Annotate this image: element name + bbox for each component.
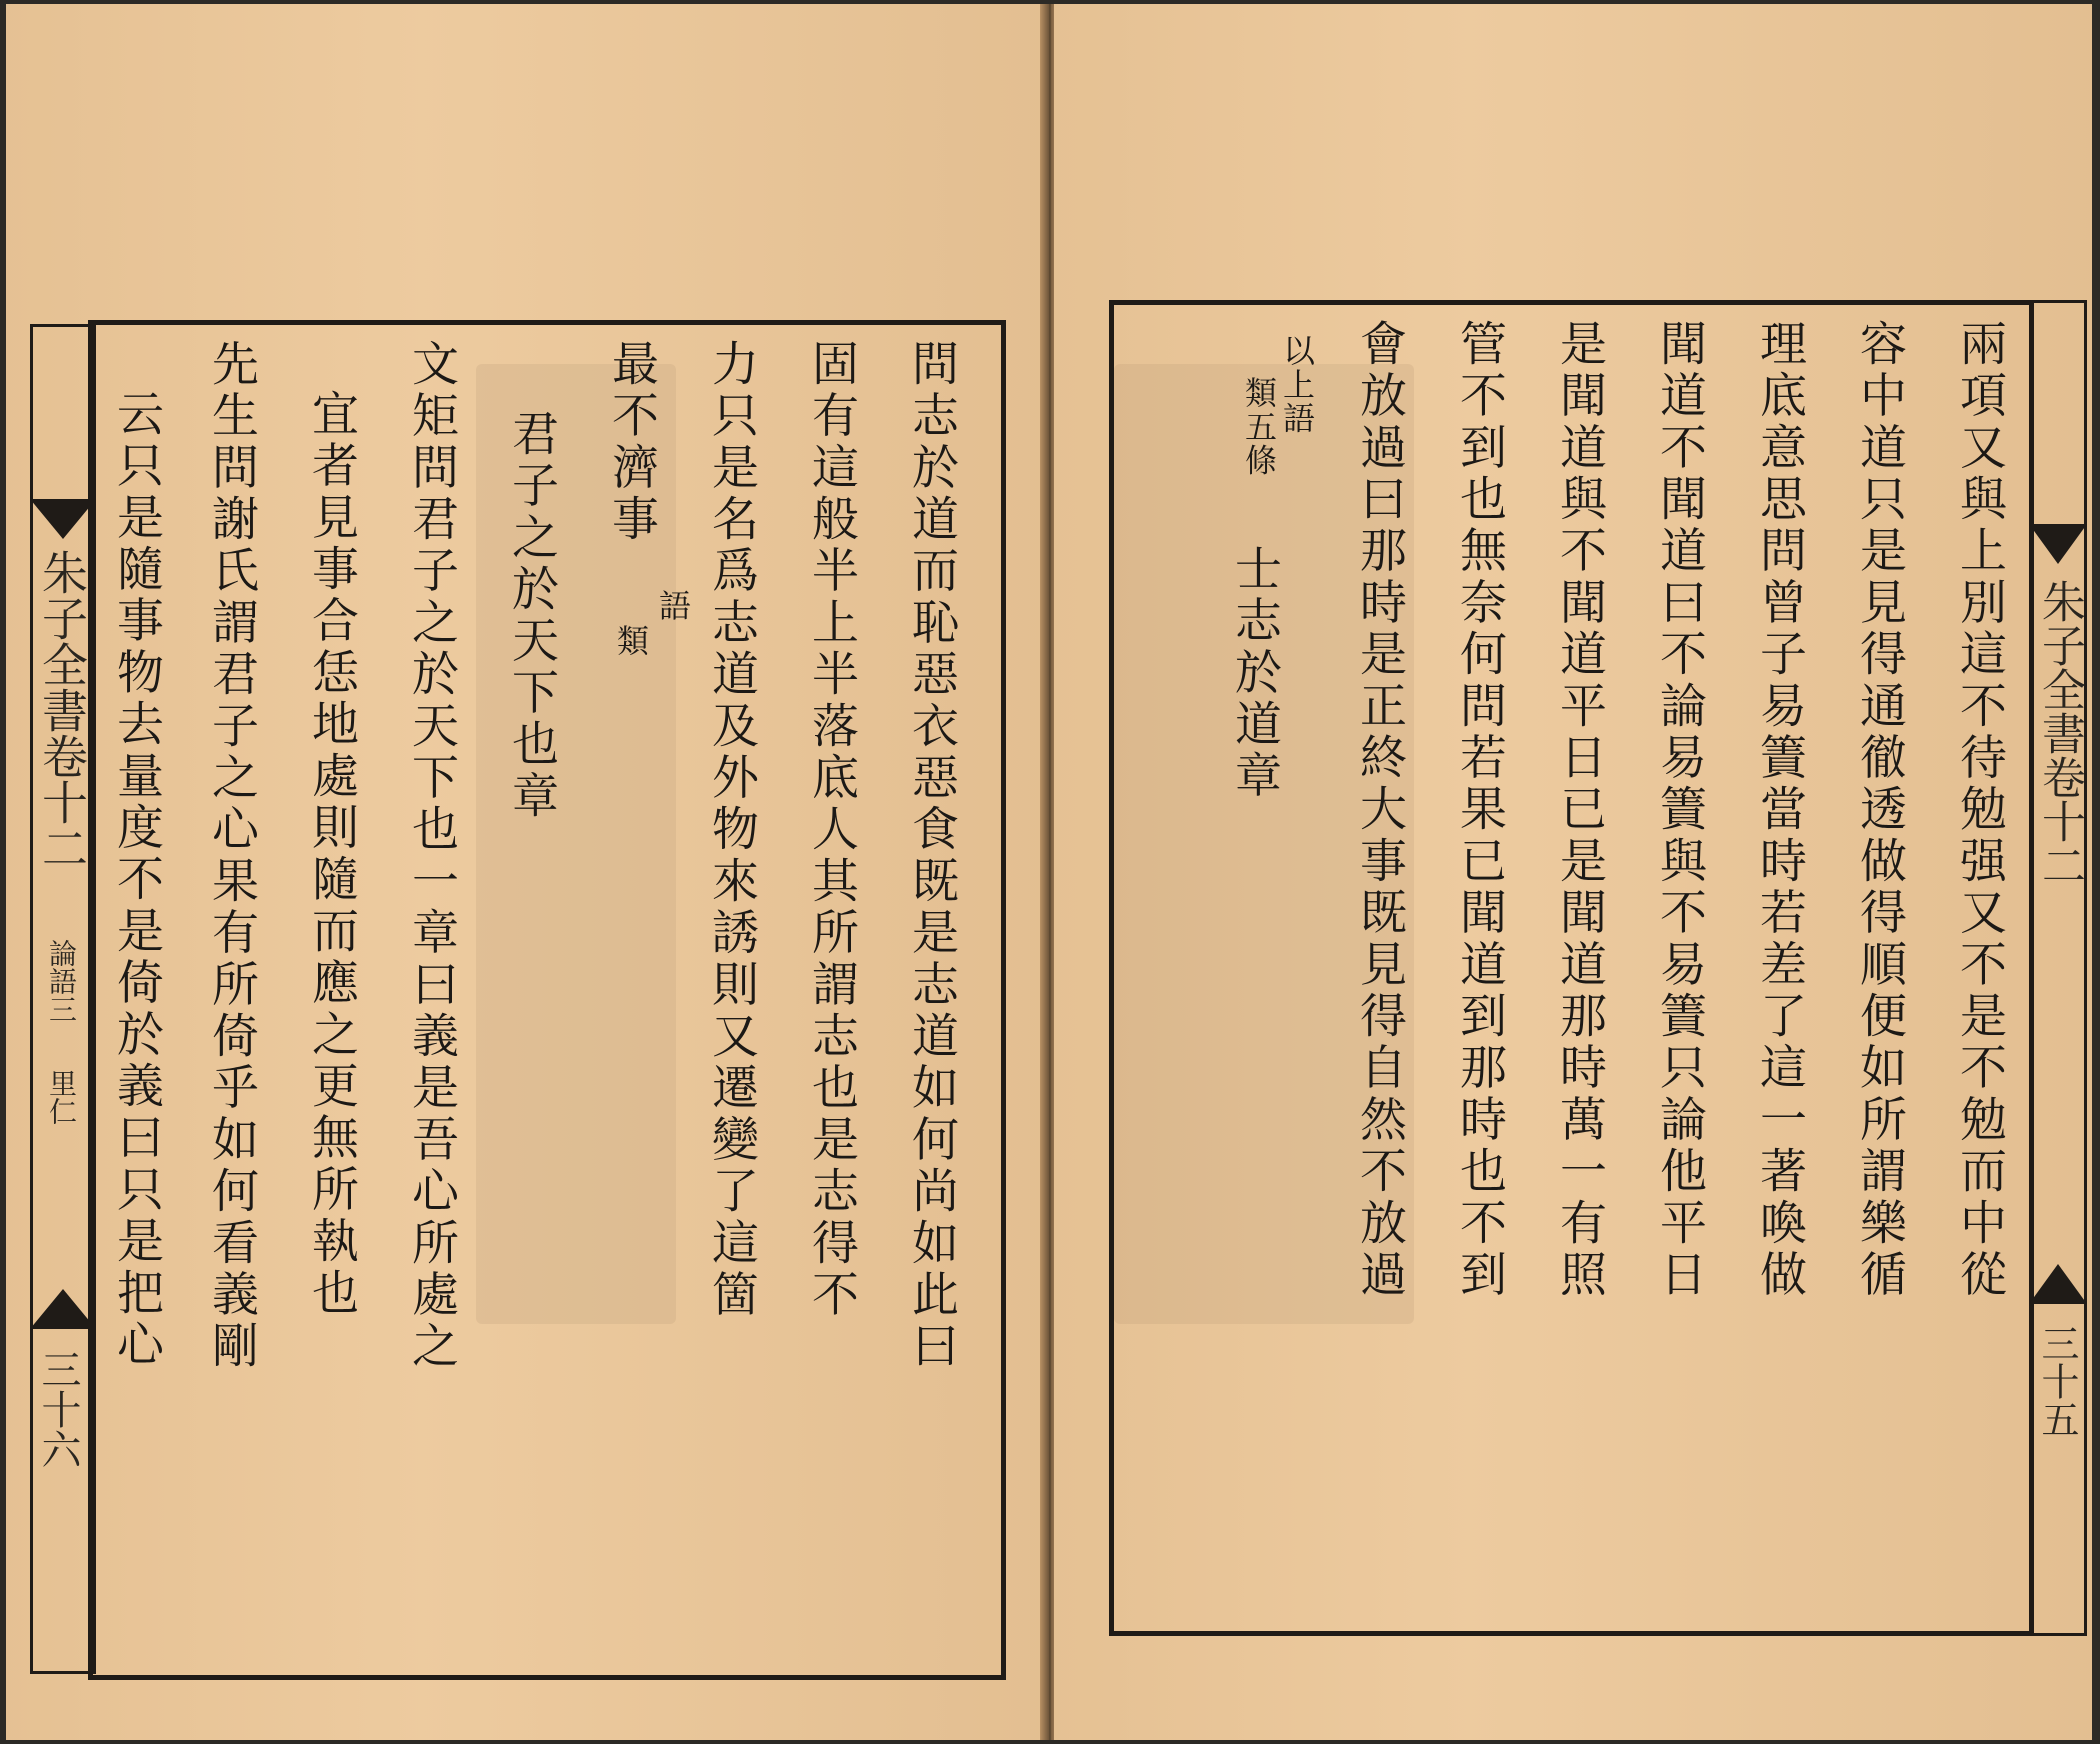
spine-folio-number: 三十六 [35, 1349, 81, 1469]
text-column-2: 容中道只是見得通徹透做得順便如所謂樂循 [1852, 319, 1907, 1302]
spine-folio-number: 三十五 [2035, 1324, 2079, 1438]
spine-subsection: 里仁 [45, 1069, 78, 1125]
fishtail-top [30, 499, 96, 539]
inline-note-lei: 類 [612, 624, 650, 658]
fishtail-top [2029, 524, 2087, 564]
text-column-1: 問志於道而恥惡衣惡食既是志道如何尚如此曰 [904, 339, 959, 1373]
text-column-1: 兩項又與上別這不待勉强又不是不勉而中從 [1952, 319, 2007, 1302]
chapter-heading: 士志於道章 [1227, 544, 1282, 803]
text-column-5: 是聞道與不聞道平日已是聞道那時萬一有照 [1552, 319, 1607, 1302]
text-column-4: 最不濟事 [604, 339, 659, 546]
spine-book-title: 朱子全書卷十二 [35, 549, 89, 871]
fishtail-bottom [30, 1289, 96, 1329]
text-column-6: 文矩問君子之於天下也一章曰義是吾心所處之 [404, 339, 459, 1373]
text-column-3: 理底意思問曾子易簀當時若差了這一著喚做 [1752, 319, 1807, 1302]
text-column-8: 先生問謝氏謂君子之心果有所倚乎如何看義剛 [204, 339, 259, 1373]
text-column-7: 會放過曰那時是正終大事既見得自然不放過 [1352, 319, 1407, 1302]
text-column-2: 固有這般半上半落底人其所謂志也是志得不 [804, 339, 859, 1322]
left-page [6, 4, 1046, 1740]
text-column-9: 云只是隨事物去量度不是倚於義曰只是把心 [109, 389, 164, 1372]
chapter-heading: 君子之於天下也章 [504, 409, 559, 823]
right-page [1054, 4, 2092, 1740]
spine-book-title: 朱子全書卷十二 [2034, 579, 2085, 887]
inline-note-line-2: 類五條 [1240, 376, 1278, 477]
text-column-4: 聞道不聞道曰不論易簀與不易簀只論他平日 [1652, 319, 1707, 1302]
fishtail-bottom [2029, 1264, 2087, 1304]
inline-note-line-1: 以上語 [1278, 334, 1316, 435]
text-column-3: 力只是名爲志道及外物來誘則又遷變了這箇 [704, 339, 759, 1322]
text-column-6: 管不到也無奈何問若果已聞道到那時也不到 [1452, 319, 1507, 1302]
text-column-7: 宜者見事合恁地處則隨而應之更無所執也 [304, 389, 359, 1320]
spine-section: 論語三 [45, 939, 78, 1023]
inline-note-yu: 語 [654, 589, 692, 623]
